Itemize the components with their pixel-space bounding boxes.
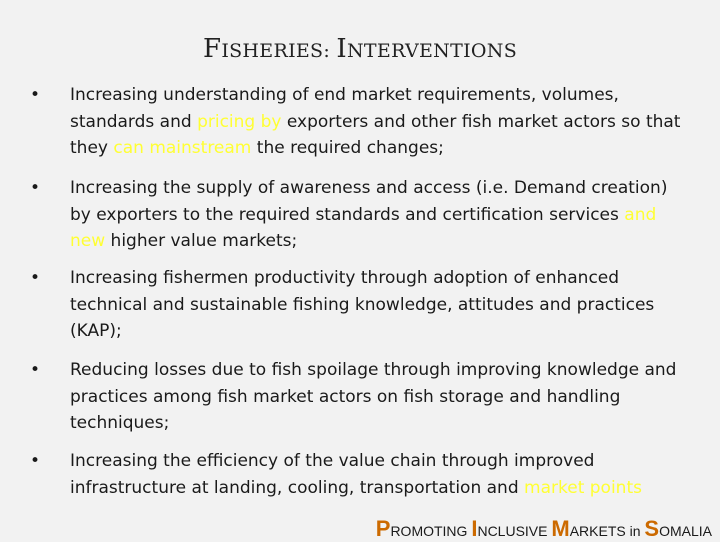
list-item <box>30 82 690 162</box>
list-item <box>30 175 690 255</box>
list-item <box>30 357 690 437</box>
list-item <box>30 448 690 501</box>
title-cap-f: F <box>202 34 222 64</box>
highlighted-text: can mainstream <box>113 138 252 158</box>
list-item-text: Reducing losses due to fish spoilage through improving knowledge and practices among fish market actors on fish storage and handling techniques; <box>70 360 677 433</box>
title-word-interventions: NTERVENTIONS <box>347 40 518 62</box>
list-item-text: Increasing the supply of awareness and access (i.e. Demand creation) by exporters to the required standards and certification services and new higher value markets; <box>70 178 668 251</box>
highlighted-text: and new <box>70 204 657 251</box>
bullet-icon: • <box>30 268 41 288</box>
slide-title <box>0 34 720 64</box>
bullet-icon: • <box>30 451 41 471</box>
list-item-text: Increasing understanding of end market requirements, volumes, standards and pricing by exporters and other fish market actors so that they can mainstream the required changes; <box>70 85 681 158</box>
list-item <box>30 265 690 345</box>
bullet-icon: • <box>30 178 41 198</box>
highlighted-text: market points <box>524 477 642 498</box>
footer-tagline: PROMOTING INCLUSIVE MARKETS in SOMALIA <box>375 516 712 541</box>
title-word-fisheries: ISHERIES <box>221 40 324 62</box>
list-item-text: Increasing fishermen productivity through adoption of enhanced technical and sustainable fishing knowledge, attitudes and practices (KAP); <box>70 268 655 341</box>
highlighted-text: pricing by <box>197 111 282 132</box>
bullet-icon: • <box>30 85 41 105</box>
list-item-text: Increasing the efficiency of the value chain through improved infrastructure at landing, cooling, transportation and market points <box>70 451 642 498</box>
title-separator: : <box>323 40 337 62</box>
title-cap-i: I <box>336 34 347 64</box>
bullet-icon: • <box>30 360 41 380</box>
